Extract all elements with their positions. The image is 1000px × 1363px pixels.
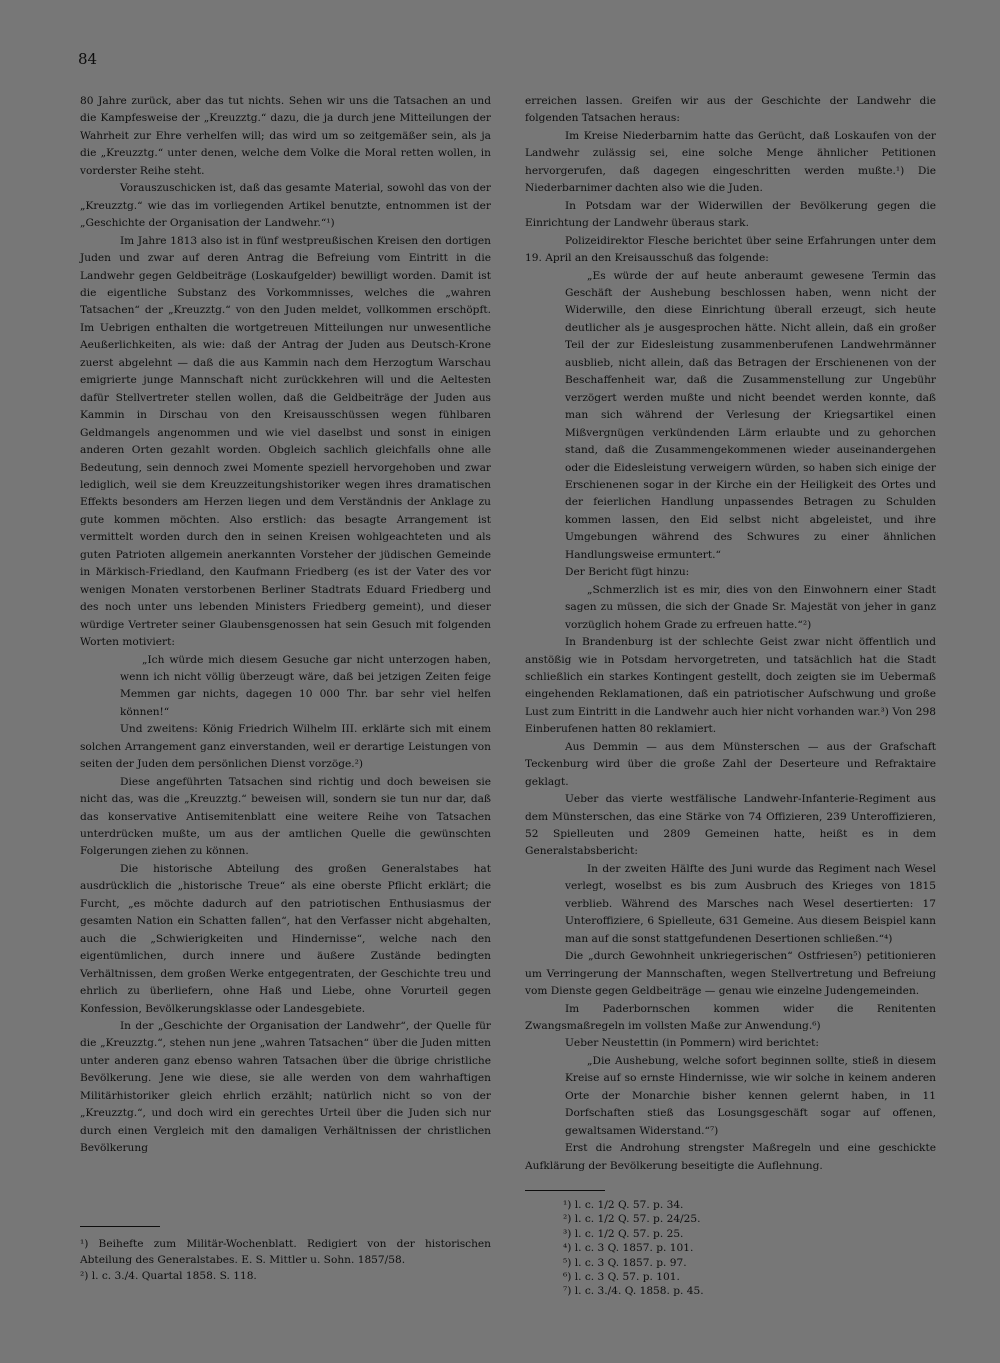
quotation-text: „Die Aushebung, welche sofort beginnen sollte, stieß in diesem Kreise auf so ernste Hindernisse, wie wir solche in keinem anderen Orte der Monarchie bisher kennen gelernt haben, in 11 Dorfschaften stieß das Losungsgeschäft sogar auf offenen, gewaltsamen Widerstand.“⁷) [565, 1054, 936, 1137]
footnote: ⁶) l. c. 3 Q. 57. p. 101. [563, 1271, 680, 1284]
paragraph: Und zweitens: König Friedrich Wilhelm III. erklärte sich mit einem solchen Arrangement ganz einverstanden, weil er derartige Leistungen von seiten der Juden dem persönlichen Dienst vorzöge.²) [80, 723, 491, 771]
quotation [120, 652, 491, 722]
quotation-text: In der zweiten Hälfte des Juni wurde das Regiment nach Wesel verlegt, woselbst es bis zum Ausbruch des Krieges von 1815 verblieb. Während des Marsches nach Wesel desertierten: 17 Unteroffiziere, 6 Spielleute, 631 Gemeine. Aus diesem Beispiel kann man auf die sonst stattgefundenen Desertionen schließen.“⁴) [565, 862, 936, 945]
footnotes-left [80, 1236, 491, 1284]
paragraph: Im Kreise Niederbarnim hatte das Gerücht, daß Loskaufen von der Landwehr zulässig sei, eine solche Menge ähnlicher Petitionen hervorgerufen, daß dagegen eingeschritten werden mußte.¹) Die Niederbarnimer dachten also wie die Juden. [525, 129, 936, 195]
footnote: ³) l. c. 1/2 Q. 57. p. 25. [563, 1227, 684, 1240]
footnote: ¹) Beihefte zum Militär-Wochenblatt. Redigiert von der historischen Abteilung des Generalstabes. E. S. Mittler u. Sohn. 1857/58. [80, 1238, 491, 1266]
quotation [565, 582, 936, 634]
left-column [80, 93, 491, 1158]
quotation-text: „Schmerzlich ist es mir, dies von den Einwohnern einer Stadt sagen zu müssen, die sich der Gnade Sr. Majestät von jeher in ganz vorzüglich hohem Grade zu erfreuen hatte.“²) [565, 583, 936, 631]
paragraph: erreichen lassen. Greifen wir aus der Geschichte der Landwehr die folgenden Tatsachen heraus: [525, 95, 936, 125]
paragraph: Die historische Abteilung des großen Generalstabes hat ausdrücklich die „historische Treue“ als eine oberste Pflicht erklärt; die Furcht, „es möchte dadurch auf den patriotischen Enthusiasmus der gesamten Nation ein Schatten fallen“, hat den Verfasser nicht abgehalten, auch die „Schwierigkeiten und Hindernisse“, welche nach den eigentümlichen, durch innere und äußere Zustände bedingten Verhältnissen, dem großen Werke entgegentraten, der Geschichte treu und ehrlich zu überliefern, ohne Haß und Liebe, ohne Vorurteil gegen Konfession, Bevölkerungsklasse oder Landesgebiete. [80, 862, 491, 1015]
footnote: ⁷) l. c. 3./4. Q. 1858. p. 45. [563, 1285, 704, 1298]
footnotes-right [563, 1198, 863, 1299]
paragraph: Aus Demmin — aus dem Münsterschen — aus der Grafschaft Teckenburg wird über die große Zahl der Deserteure und Refraktaire geklagt. [525, 740, 936, 788]
paragraph: Ueber Neustettin (in Pommern) wird berichtet: [565, 1037, 819, 1050]
paragraph: Diese angeführten Tatsachen sind richtig und doch beweisen sie nicht das, was die „Kreuzztg.“ beweisen will, sondern sie tun nur dar, daß das konservative Antisemitenblatt eine weitere Reihe von Tatsachen unterdrücken mußte, um aus der amtlichen Quelle die gewünschten Folgerungen ziehen zu können. [80, 775, 491, 858]
footnote-rule-right [525, 1190, 605, 1191]
footnote: ²) l. c. 3./4. Quartal 1858. S. 118. [80, 1270, 257, 1282]
paragraph: In Potsdam war der Widerwillen der Bevölkerung gegen die Einrichtung der Landwehr überaus stark. [525, 199, 936, 230]
paragraph: Der Bericht fügt hinzu: [565, 566, 690, 579]
paragraph: 80 Jahre zurück, aber das tut nichts. Sehen wir uns die Tatsachen an und die Kampfesweise der „Kreuzztg.“ dazu, die ja durch jene Mitteilungen der Wahrheit zur Ehre verhelfen will; das wird um so zeitgemäßer sein, als ja die „Kreuzztg.“ unter denen, welche dem Volke die Moral retten wollen, in vorderster Reihe steht. [80, 95, 491, 177]
quotation-text: „Es würde der auf heute anberaumt gewesene Termin das Geschäft der Aushebung beschlossen haben, wenn nicht der Widerwille, den diese Einrichtung überall erzeugt, sich heute deutlicher als je ausgesprochen hätte. Nicht allein, daß ein großer Teil der zur Eidesleistung zusammenberufenen Landwehrmänner ausblieb, nicht allein, daß das Betragen der Erschienenen von der Beschaffenheit war, daß die Zusammenstellung zur Ungebühr verzögert werden mußte und nicht beendet werden konnte, daß man sich während der Verlesung der Kriegsartikel einen Mißvergnügen verkündenden Lärm erlaubte und zu gehorchen stand, daß die Zusammengekommenen wieder auseinandergehen oder die Eidesleistung verweigern würden, so haben sich einige der Erschienenen sogar in der Kirche ein der Heiligkeit des Ortes und der feierlichen Handlung unpassendes Betragen zu Schulden kommen lassen, den Eid selbst nicht abgeleistet, und ihre Umgebungen während des Schwures zu einer ähnlichen Handlungsweise ermuntert.“ [565, 269, 936, 561]
paragraph: Polizeidirektor Flesche berichtet über seine Erfahrungen unter dem 19. April an den Kreisausschuß das folgende: [525, 234, 936, 265]
footnote: ⁴) l. c. 3 Q. 1857. p. 101. [563, 1242, 694, 1255]
paragraph: Im Paderbornschen kommen wider die Renitenten Zwangsmaßregeln im vollsten Maße zur Anwendung.⁶) [525, 1002, 936, 1033]
paragraph: Erst die Androhung strengster Maßregeln und eine geschickte Aufklärung der Bevölkerung beseitigte die Auflehnung. [525, 1142, 936, 1172]
paragraph: In Brandenburg ist der schlechte Geist zwar nicht öffentlich und anstößig wie in Potsdam hervorgetreten, und tatsächlich hat die Stadt schließlich ein starkes Kontingent gestellt, doch zeigten sie im Uebermaß eingehenden Reklamationen, daß ein patriotischer Aufschwung und große Lust zum Eintritt in die Landwehr auch hier nicht vorhanden war.³) Von 298 Einberufenen hatten 80 reklamiert. [525, 636, 936, 736]
quotation [565, 861, 936, 948]
paragraph: In der „Geschichte der Organisation der Landwehr“, der Quelle für die „Kreuzztg.“, stehen nun jene „wahren Tatsachen“ über die Juden mitten unter anderen ganz ebenso wahren Tatsachen über die übrige christliche Bevölkerung. Jene wie diese, sie alle werden von dem wahrhaftigen Militärhistoriker gleich ehrlich erzählt; natürlich nicht so von der „Kreuzztg.“, und doch wird ein gerechtes Urteil über die Juden sich nur durch einen Vergleich mit den damaligen Verhältnissen der christlichen Bevölkerung [80, 1020, 491, 1155]
quotation [565, 1053, 936, 1140]
footnote: ²) l. c. 1/2 Q. 57. p. 24/25. [563, 1213, 701, 1226]
quotation [565, 268, 936, 565]
paragraph: Vorauszuschicken ist, daß das gesamte Material, sowohl das von der „Kreuzztg.“ wie das im vorliegenden Artikel benutzte, entnommen ist der „Geschichte der Organisation der Landwehr.“¹) [80, 182, 491, 230]
quotation-text: „Ich würde mich diesem Gesuche gar nicht unterzogen haben, wenn ich nicht völlig überzeugt wäre, daß bei jetzigen Zeiten feige Memmen gar nichts, dagegen 10 000 Thr. bar sehr viel helfen können!“ [120, 653, 491, 718]
paragraph: Im Jahre 1813 also ist in fünf westpreußischen Kreisen den dortigen Juden und zwar auf deren Antrag die Befreiung vom Eintritt in die Landwehr gegen Geldbeiträge (Loskaufgelder) bewilligt worden. Damit ist die eigentliche Substanz des Vorkommnisses, welches die „wahren Tatsachen“ der „Kreuzztg.“ von den Juden meldet, vollkommen erschöpft. Im Uebrigen enthalten die wortgetreuen Mitteilungen nur unwesentliche Aeußerlichkeiten, als wie: daß der Antrag der Juden aus Deutsch-Krone zuerst abgelehnt — daß die aus Kammin nach dem Herzogtum Warschau emigrierte junge Mannschaft nicht zurückkehren will und die Aeltesten dafür Stellvertreter stellen wollen, daß die Geldbeiträge der Juden aus Kammin in Dirschau von den Kreisausschüssen wegen fühlbaren Geldmangels angenommen und wie viel daselbst und sonst in einigen anderen Orten gezahlt worden. Obgleich sachlich gleichfalls ohne alle Bedeutung, sein dennoch zwei Momente speziell hervorgehoben und zwar lediglich, weil sie dem Kreuzzeitungshistoriker wegen ihres dramatischen Effekts besonders am Herzen liegen und dem Verständnis der Anklage zu gute kommen möchten. Also erstlich: das besagte Arrangement ist vermittelt worden durch den in seinen Kreisen wohlgeachteten und als guten Patrioten allgemein anerkannten Vorsteher der jüdischen Gemeinde in Märkisch-Friedland, den Kaufmann Friedberg (es ist der Vater des vor wenigen Monaten verstorbenen Berliner Stadtrats Eduard Friedberg und des noch unter uns lebenden Ministers Friedberg gemeint), und dieser würdige Vertreter seiner Glaubensgenossen hat sein Gesuch mit folgenden Worten motiviert: [80, 234, 491, 649]
page-number: 84 [78, 50, 98, 68]
paragraph: Ueber das vierte westfälische Landwehr-Infanterie-Regiment aus dem Münsterschen, das eine Stärke von 74 Offizieren, 239 Unteroffizieren, 52 Spielleuten und 2809 Gemeinen hatte, heißt es in dem Generalstabsbericht: [525, 793, 936, 858]
footnote: ¹) l. c. 1/2 Q. 57. p. 34. [563, 1199, 684, 1211]
right-column [525, 93, 936, 1175]
footnote-rule-left [80, 1226, 160, 1227]
paragraph: Die „durch Gewohnheit unkriegerischen“ Ostfriesen⁵) petitionieren um Verringerung der Mannschaften, wegen Stellvertretung und Befreiung vom Dienste gegen Geldbeiträge — genau wie einzelne Judengemeinden. [525, 950, 936, 998]
footnote: ⁵) l. c. 3 Q. 1857. p. 97. [563, 1256, 687, 1269]
